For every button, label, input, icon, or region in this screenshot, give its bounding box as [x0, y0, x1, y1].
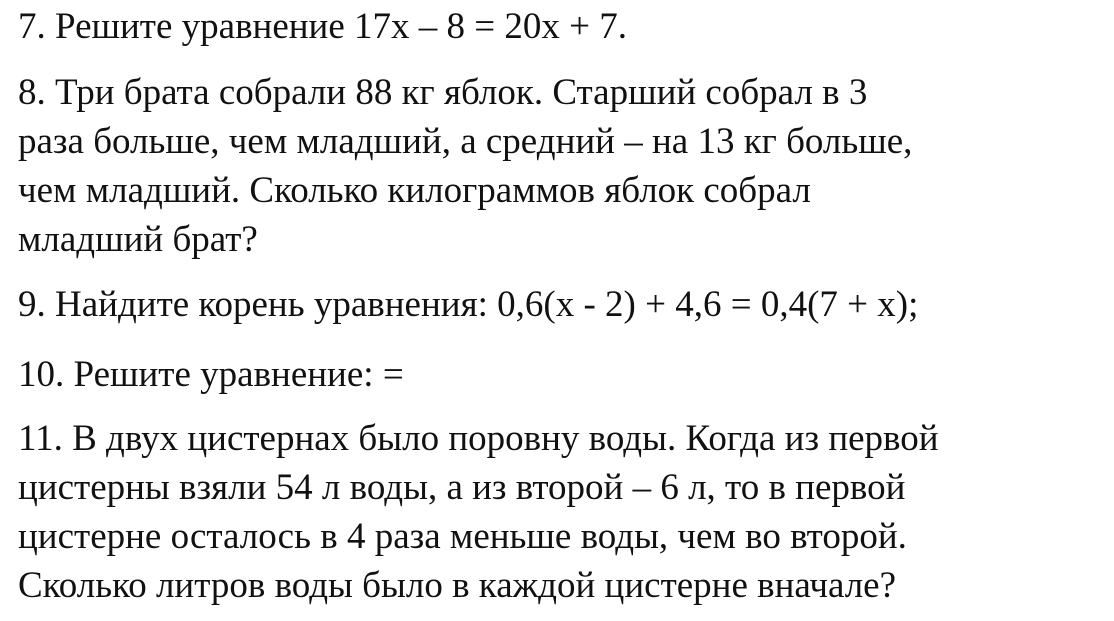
problem-7-line-1: 7. Решите уравнение 17х – 8 = 20х + 7.	[18, 6, 628, 47]
problem-11-line-3: цистерне осталось в 4 раза меньше воды, чем во второй.	[18, 516, 907, 557]
problem-10-line-1: 10. Решите уравнение: =	[18, 354, 404, 395]
problem-9-line-1: 9. Найдите корень уравнения: 0,6(х - 2) + 4,6 = 0,4(7 + х);	[18, 284, 919, 325]
problem-11-line-2: цистерны взяли 54 л воды, а из второй – 6 л, то в первой	[18, 467, 906, 508]
problem-8-line-3: чем младший. Сколько килограммов яблок собрал	[18, 170, 811, 211]
problem-8-line-2: раза больше, чем младший, а средний – на 13 кг больше,	[18, 121, 913, 162]
problem-11-line-1: 11. В двух цистернах было поровну воды. Когда из первой	[18, 418, 939, 459]
problem-11-line-4: Сколько литров воды было в каждой цистерне вначале?	[18, 565, 897, 606]
problem-8-line-1: 8. Три брата собрали 88 кг яблок. Старший собрал в 3	[18, 72, 868, 113]
problem-8-line-4: младший брат?	[18, 219, 258, 260]
